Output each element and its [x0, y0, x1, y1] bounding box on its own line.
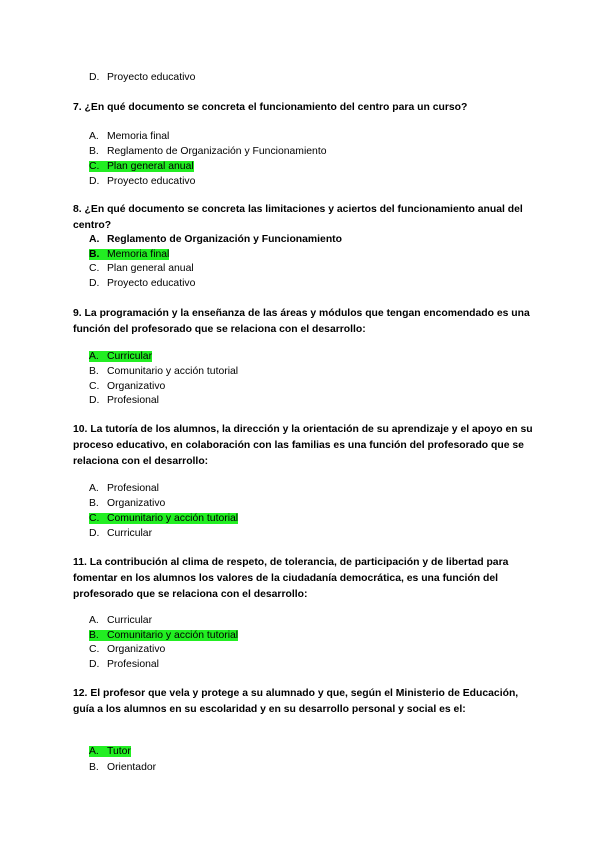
question-12: 12. El profesor que vela y protege a su alumnado y que, según el Ministerio de Educación, guía a los alumnos en su escolaridad y en su desarrollo personal y social es el:: [73, 688, 519, 715]
correct-answer-highlight: C. Comunitario y acción tutorial: [89, 513, 239, 524]
question-8: 8. ¿En qué documento se concreta las limitaciones y aciertos del funcionamiento anual del centro?: [73, 204, 523, 231]
option-d-previous: D. Proyecto educativo: [89, 72, 196, 83]
correct-answer-highlight: A. Tutor: [89, 746, 131, 757]
q11-option-d: D. Profesional: [89, 659, 159, 670]
q7-option-c: [89, 160, 194, 174]
q10-option-b: B. Organizativo: [89, 498, 166, 509]
q10-option-c: [89, 512, 238, 526]
correct-answer-highlight: A. Curricular: [89, 351, 153, 362]
question-11: 11. La contribución al clima de respeto, de tolerancia, de participación y de libertad para fomentar en los alumnos los valores de la ciudadanía democrática, es una función del profesorado que se relaciona con el desarrollo:: [73, 557, 509, 600]
q11-option-c: C. Organizativo: [89, 644, 166, 655]
correct-answer-highlight: C. Plan general anual: [89, 161, 194, 172]
correct-answer-highlight: B. Memoria final: [89, 249, 170, 260]
q7-option-a: A. Memoria final: [89, 131, 170, 142]
q7-option-d: D. Proyecto educativo: [89, 176, 196, 187]
question-10: 10. La tutoría de los alumnos, la dirección y la orientación de su aprendizaje y el apoyo en su proceso educativo, en colaboración con las familias es una función del profesorado que se relaciona con el desarrollo:: [73, 424, 533, 467]
q10-option-d: D. Curricular: [89, 528, 153, 539]
question-9: 9. La programación y la enseñanza de las áreas y módulos que tengan encomendado es una función del profesorado que se relaciona con el desarrollo:: [73, 308, 530, 335]
q8-option-b: [89, 248, 169, 262]
q9-option-a: [89, 350, 152, 364]
question-7: 7. ¿En qué documento se concreta el funcionamiento del centro para un curso?: [73, 102, 468, 113]
q8-option-a: A. Reglamento de Organización y Funcionamiento: [89, 234, 342, 245]
q12-option-a: [89, 745, 131, 759]
q9-option-c: C. Organizativo: [89, 381, 166, 392]
correct-answer-highlight: B. Comunitario y acción tutorial: [89, 630, 239, 641]
q11-option-b: [89, 629, 238, 643]
q10-option-a: A. Profesional: [89, 483, 159, 494]
q12-option-b: B. Orientador: [89, 762, 157, 773]
q9-option-b: B. Comunitario y acción tutorial: [89, 366, 239, 377]
q7-option-b: B. Reglamento de Organización y Funcionamiento: [89, 146, 327, 157]
q11-option-a: A. Curricular: [89, 615, 153, 626]
q8-option-d: D. Proyecto educativo: [89, 278, 196, 289]
q8-option-c: C. Plan general anual: [89, 263, 194, 274]
q9-option-d: D. Profesional: [89, 395, 159, 406]
